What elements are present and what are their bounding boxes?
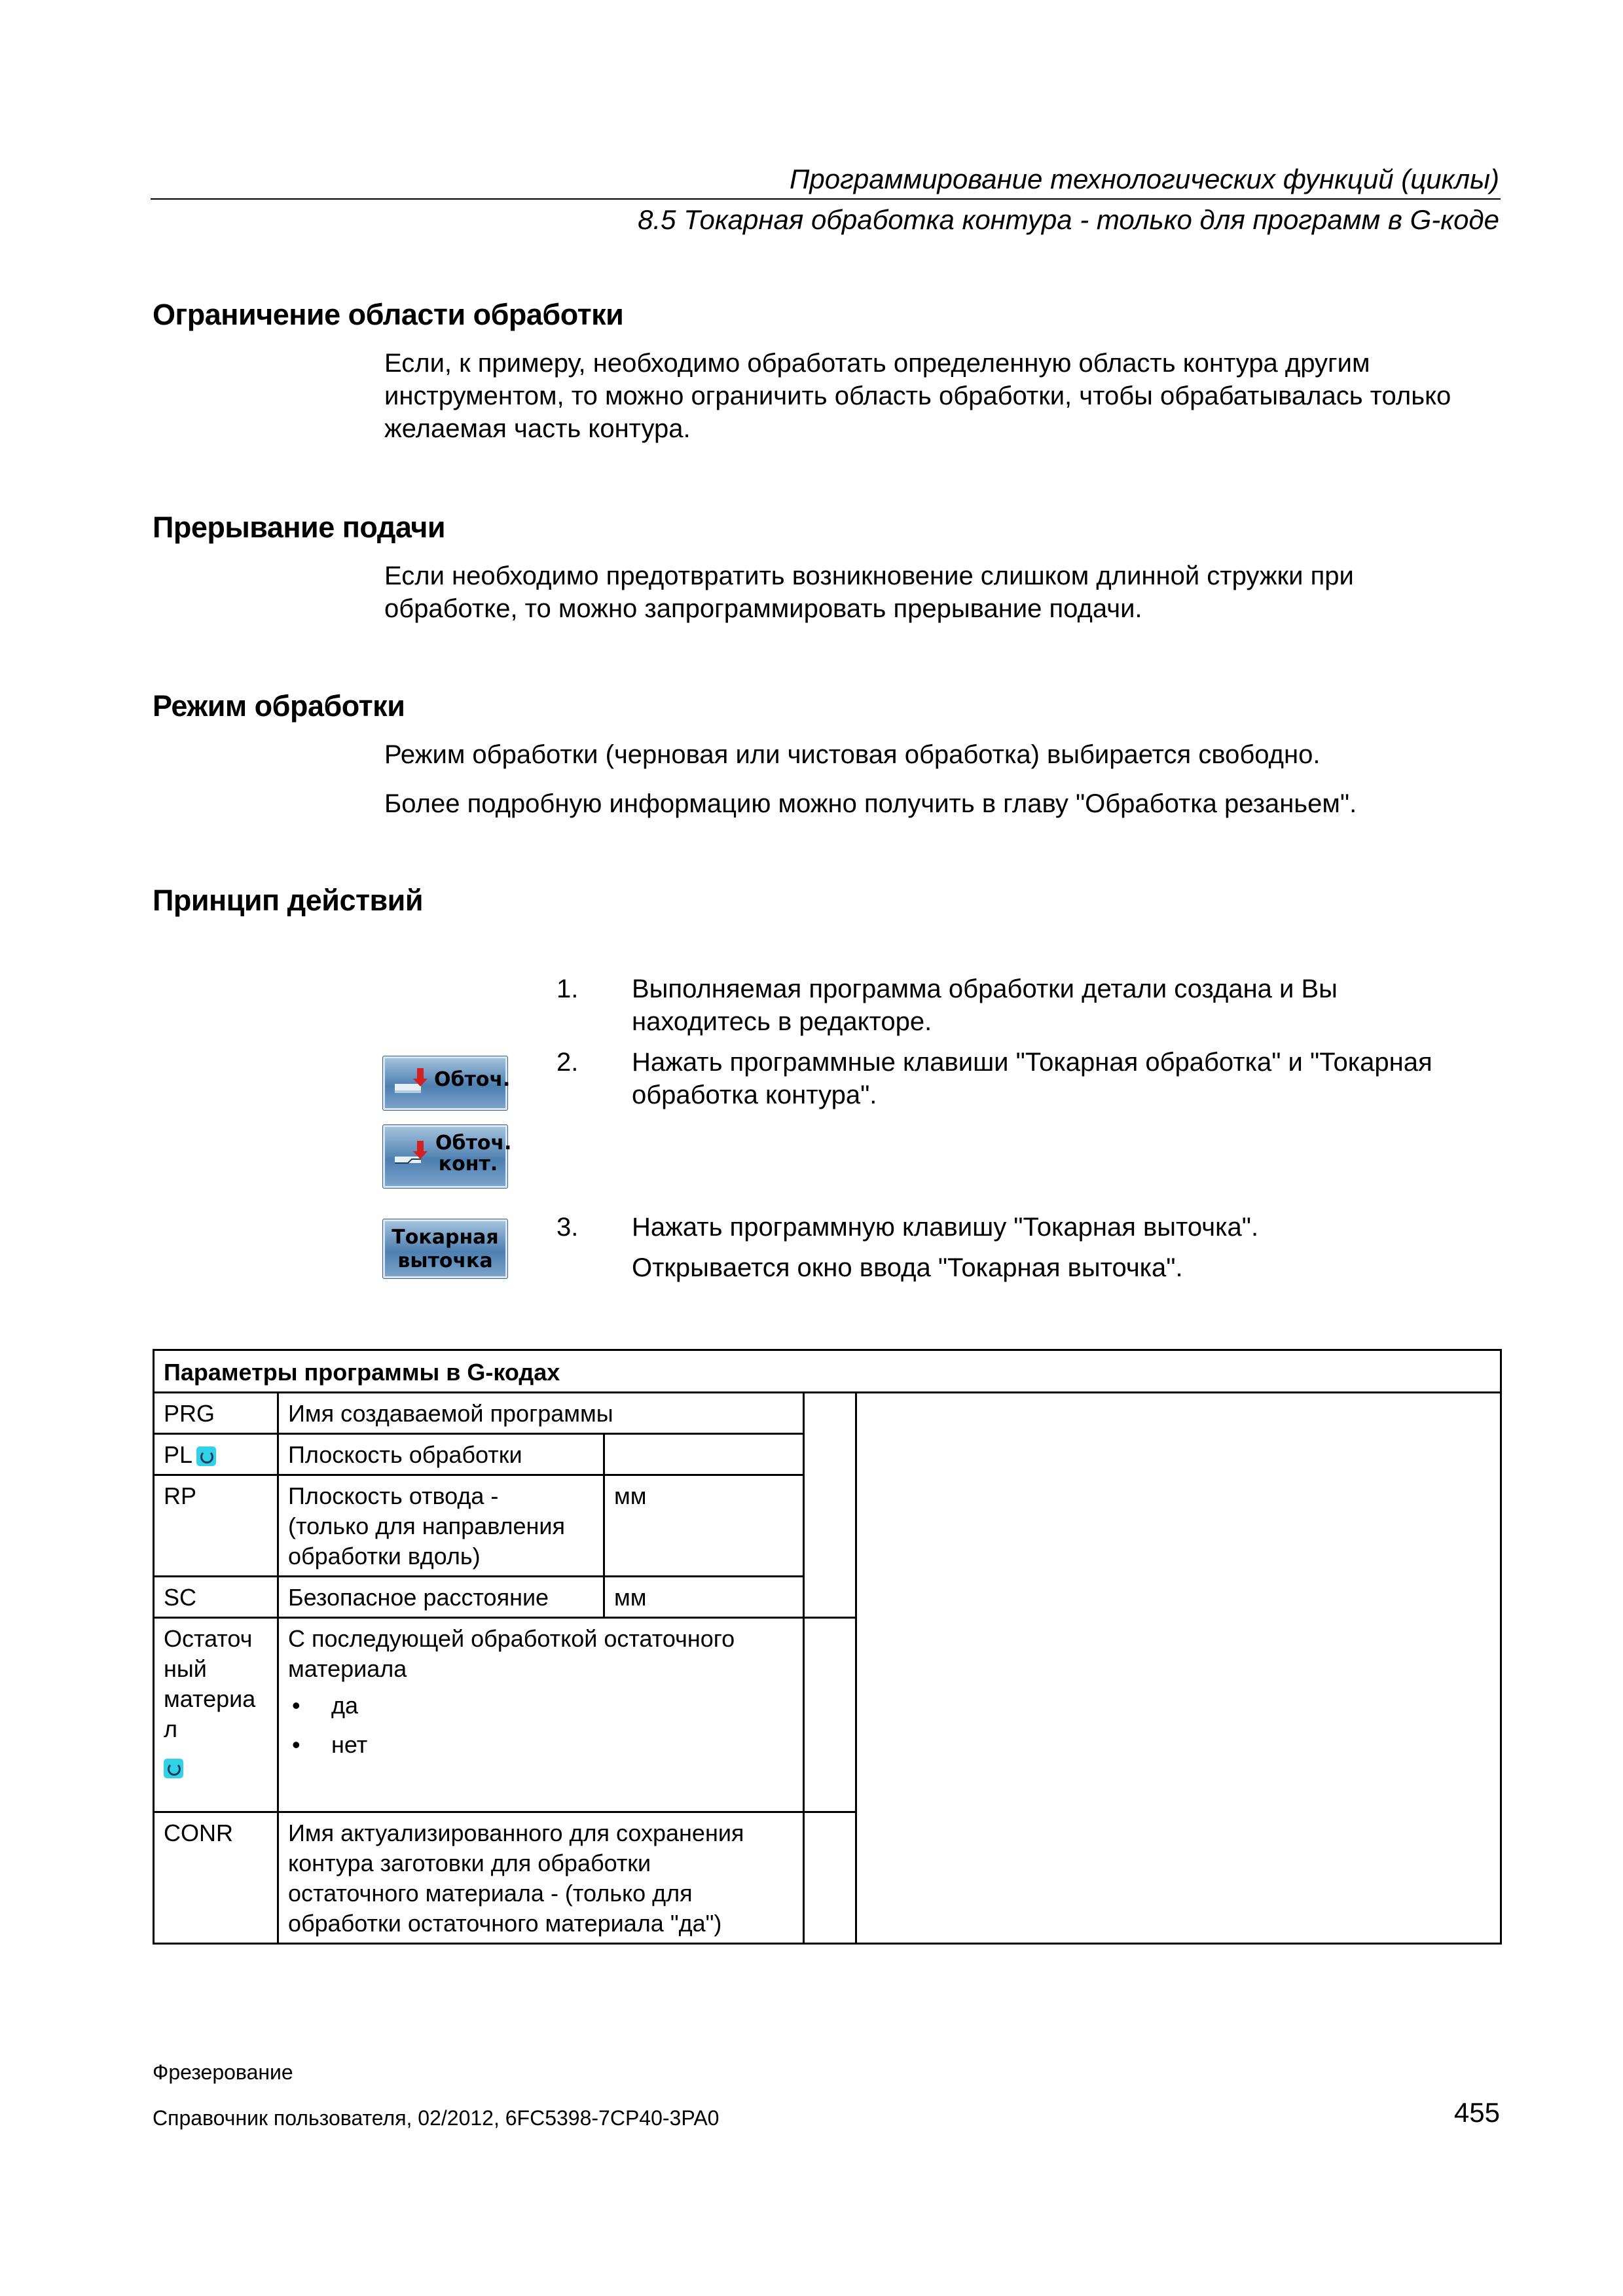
section-header: 8.5 Токарная обработка контура - только для программ в G-коде: [638, 204, 1499, 235]
step-text: Нажать программную клавишу "Токарная выточка". Открывается окно ввода "Токарная выточка".: [632, 1213, 1259, 1282]
param-name: RP: [154, 1475, 278, 1577]
chapter-header: Программирование технологических функций (циклы): [789, 164, 1499, 194]
page-number: 455: [1453, 2097, 1500, 2128]
contour-turning-icon: [395, 1138, 430, 1174]
softkey-label: Обточ.: [434, 1068, 511, 1091]
step-number: 1.: [556, 975, 579, 1003]
heading-restrict-area: Ограничение области обработки: [153, 298, 624, 331]
options-list: [288, 1691, 793, 1760]
paragraph-more-info: Более подробную информацию можно получить в главу "Обработка резаньем".: [384, 789, 1357, 818]
footer-product: Фрезерование: [153, 2060, 293, 2084]
param-unit: [604, 1434, 804, 1475]
step-number: 3.: [556, 1213, 579, 1242]
param-name: PL: [154, 1434, 278, 1475]
param-name: Остаточ ный материа л: [154, 1618, 278, 1812]
param-desc: Плоскость обработки: [278, 1434, 604, 1475]
param-desc: Имя создаваемой программы: [278, 1393, 804, 1434]
param-unit: мм: [604, 1577, 804, 1618]
step-text: Нажать программные клавиши "Токарная обработка" и "Токарная обработка контура".: [632, 1048, 1432, 1109]
param-cell: [804, 1618, 856, 1812]
param-name: PRG: [154, 1393, 278, 1434]
table-title: Параметры программы в G-кодах: [154, 1350, 1501, 1393]
param-name: CONR: [154, 1812, 278, 1944]
softkey-groove-button[interactable]: [382, 1219, 508, 1279]
parameters-table: [153, 1349, 1502, 1945]
param-desc: Имя актуализированного для сохранения контура заготовки для обработки остаточного материала - (только для обработки остаточного материала "да"): [278, 1812, 804, 1944]
softkey-label: Токарная выточка: [392, 1226, 499, 1272]
param-cell: [804, 1393, 856, 1618]
table-row: [154, 1393, 1501, 1434]
param-cell: [804, 1812, 856, 1944]
toggle-icon[interactable]: [164, 1759, 183, 1778]
softkey-label: Обточ. конт.: [435, 1132, 512, 1175]
step-number: 2.: [556, 1048, 579, 1077]
footer-manual: Справочник пользователя, 02/2012, 6FC5398-7CP40-3PA0: [153, 2106, 720, 2130]
softkey-turning-button[interactable]: [382, 1056, 511, 1111]
heading-procedure: Принцип действий: [153, 884, 423, 917]
param-desc: Плоскость отвода - (только для направления обработки вдоль): [278, 1475, 604, 1577]
paragraph-restrict-area: Если, к примеру, необходимо обработать определенную область контура другим инструментом, то можно ограничить область обработки, чтобы обрабатывалась только желаемая часть контура.: [384, 349, 1451, 443]
option-item: • да: [288, 1691, 793, 1721]
header-rule: [151, 198, 1501, 200]
step-text: Выполняемая программа обработки детали создана и Вы находитесь в редакторе.: [632, 975, 1338, 1036]
heading-feed-interrupt: Прерывание подачи: [153, 511, 446, 544]
paragraph-machining-mode: Режим обработки (черновая или чистовая обработка) выбирается свободно.: [384, 740, 1321, 769]
option-item: • нет: [288, 1730, 793, 1760]
paragraph-feed-interrupt: Если необходимо предотвратить возникновение слишком длинной стружки при обработке, то можно запрограммировать прерывание подачи.: [384, 562, 1354, 623]
param-name: SC: [154, 1577, 278, 1618]
turning-tool-icon: [395, 1066, 430, 1101]
param-desc: С последующей обработкой остаточного материала • да • нет: [278, 1618, 804, 1812]
param-desc: Безопасное расстояние: [278, 1577, 604, 1618]
softkey-contour-turning-button[interactable]: [382, 1124, 512, 1189]
image-cell: [856, 1393, 1501, 1944]
param-unit: мм: [604, 1475, 804, 1577]
heading-machining-mode: Режим обработки: [153, 689, 405, 723]
toggle-icon[interactable]: [196, 1446, 216, 1466]
